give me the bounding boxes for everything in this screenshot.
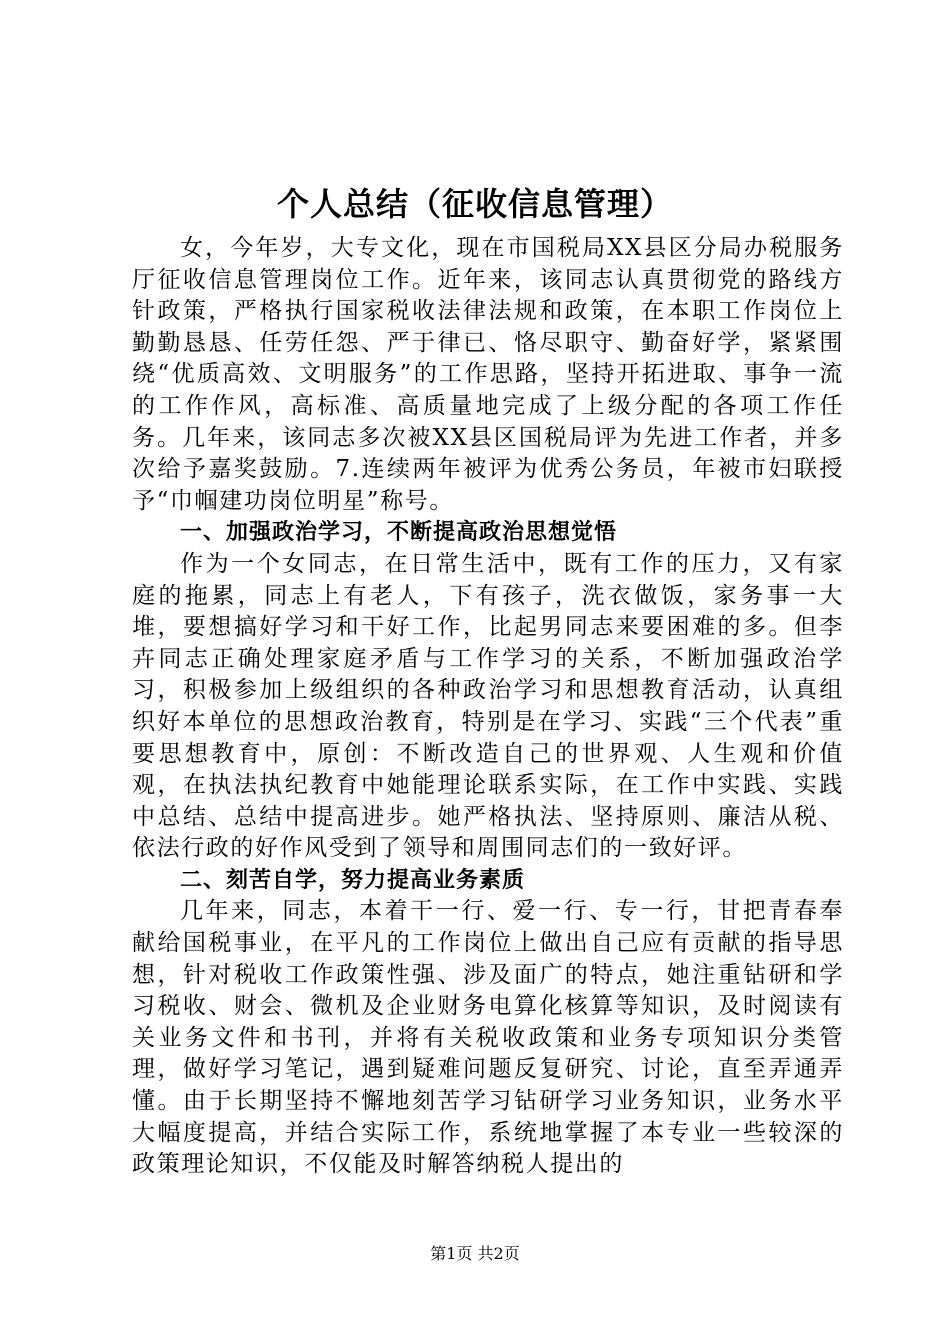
page-number-footer: 第1页 共2页	[430, 1244, 520, 1263]
document-title: 个人总结（征收信息管理）	[276, 185, 673, 223]
intro-paragraph: 女，今年岁，大专文化，现在市国税局XX县区分局办税服务厅征收信息管理岗位工作。近年来，该同志认真贯彻党的路线方针政策，严格执行国家税收法律法规和政策，在本职工作岗位上勤勤恳恳、任劳任怨、严于律已、恪尽职守、勤奋好学，紧紧围绕“优质高效、文明服务”的工作思路，坚持开拓进取、事争一流的工作作风，高标准、高质量地完成了上级分配的各项工作任务。几年来，该同志多次被XX县区国税局评为先进工作者，并多次给予嘉奖鼓励。7.连续两年被评为优秀公务员，年被市妇联授予“巾帼建功岗位明星”称号。	[132, 235, 844, 514]
document-body	[132, 233, 844, 1181]
section-1-paragraph: 作为一个女同志，在日常生活中，既有工作的压力，又有家庭的拖累，同志上有老人，下有孩子，洗衣做饭，家务事一大堆，要想搞好学习和干好工作，比起男同志来要困难的多。但李卉同志正确处理家庭矛盾与工作学习的关系，不断加强政治学习，积极参加上级组织的各种政治学习和思想教育活动，认真组织好本单位的思想政治教育，特别是在学习、实践“三个代表”重要思想教育中，原创：不断改造自己的世界观、人生观和价值观，在执法执纪教育中她能理论联系实际，在工作中实践、实践中总结、总结中提高进步。她严格执法、坚持原则、廉洁从税、依法行政的好作风受到了领导和周围同志们的一致好评。	[132, 550, 844, 862]
section-heading-1: 一、加强政治学习，不断提高政治思想觉悟	[180, 520, 618, 546]
section-heading-2: 二、刻苦自学，努力提高业务素质	[180, 867, 526, 893]
section-2-paragraph: 几年来，同志，本着干一行、爱一行、专一行，甘把青春奉献给国税事业，在平凡的工作岗位上做出自己应有贡献的指导思想，针对税收工作政策性强、涉及面广的特点，她注重钻研和学习税收、财会、微机及企业财务电算化核算等知识，及时阅读有关业务文件和书刊，并将有关税收政策和业务专项知识分类管理，做好学习笔记，遇到疑难问题反复研究、讨论，直至弄通弄懂。由于长期坚持不懈地刻苦学习钻研学习业务知识，业务水平大幅度提高，并结合实际工作，系统地掌握了本专业一些较深的政策理论知识，不仅能及时解答纳税人提出的	[132, 898, 844, 1178]
